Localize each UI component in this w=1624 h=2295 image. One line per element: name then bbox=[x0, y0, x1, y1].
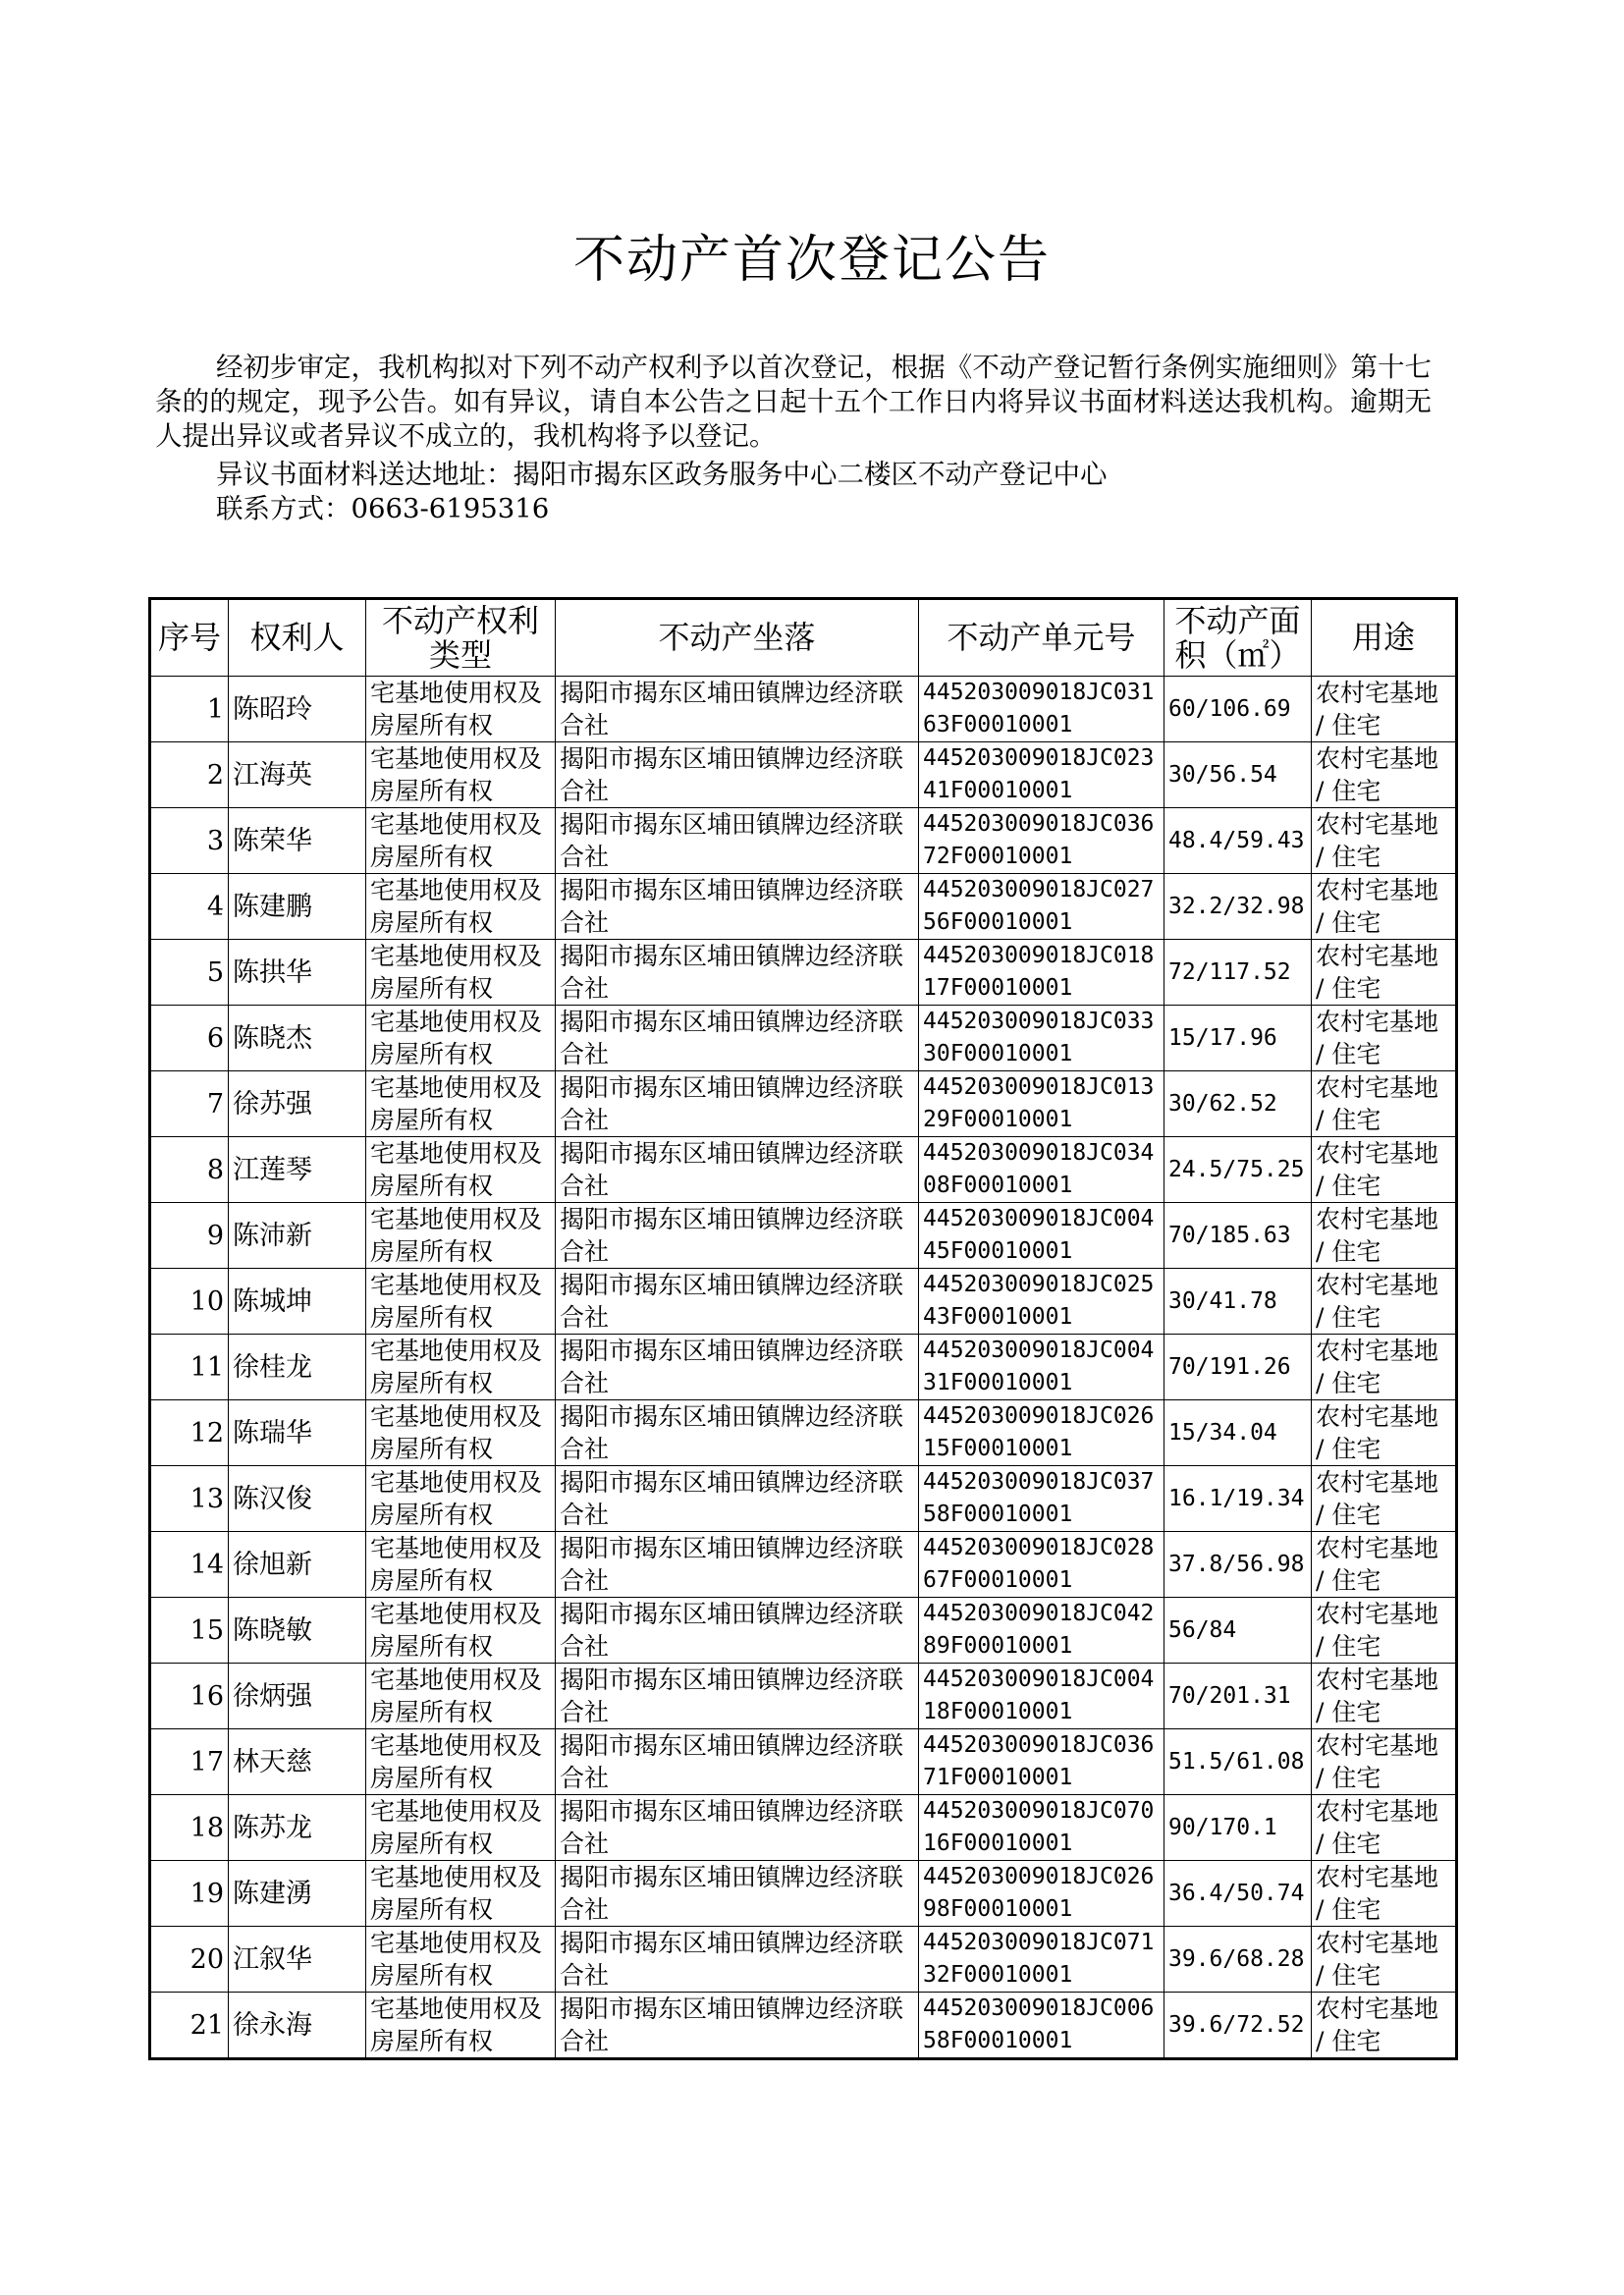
use-cell: 农村宅基地 / 住宅 bbox=[1312, 874, 1457, 940]
row-number-cell: 7 bbox=[150, 1071, 229, 1137]
use-cell: 农村宅基地 / 住宅 bbox=[1312, 1466, 1457, 1532]
area-cell: 30/62.52 bbox=[1164, 1071, 1312, 1137]
right-type-cell: 宅基地使用权及房屋所有权 bbox=[366, 1729, 556, 1795]
use-cell: 农村宅基地 / 住宅 bbox=[1312, 742, 1457, 808]
unit-number-cell: 445203009018JC04289F00010001 bbox=[919, 1598, 1164, 1664]
unit-number-cell: 445203009018JC03408F00010001 bbox=[919, 1137, 1164, 1203]
location-cell: 揭阳市揭东区埔田镇牌边经济联合社 bbox=[556, 1729, 919, 1795]
owner-name-cell: 陈昭玲 bbox=[229, 677, 366, 742]
table-row bbox=[150, 1993, 1457, 2059]
row-number-cell: 17 bbox=[150, 1729, 229, 1795]
area-cell: 70/191.26 bbox=[1164, 1335, 1312, 1400]
location-cell: 揭阳市揭东区埔田镇牌边经济联合社 bbox=[556, 940, 919, 1006]
unit-number-cell: 445203009018JC00431F00010001 bbox=[919, 1335, 1164, 1400]
location-cell: 揭阳市揭东区埔田镇牌边经济联合社 bbox=[556, 677, 919, 742]
page-title: 不动产首次登记公告 bbox=[572, 231, 1051, 290]
area-cell: 56/84 bbox=[1164, 1598, 1312, 1664]
row-number-cell: 13 bbox=[150, 1466, 229, 1532]
unit-number-cell: 445203009018JC03330F00010001 bbox=[919, 1006, 1164, 1071]
use-cell: 农村宅基地 / 住宅 bbox=[1312, 1927, 1457, 1993]
owner-name-cell: 陈建湧 bbox=[229, 1861, 366, 1927]
area-cell: 30/56.54 bbox=[1164, 742, 1312, 808]
row-number-cell: 19 bbox=[150, 1861, 229, 1927]
contact-info: 联系方式：0663-6195316 bbox=[216, 493, 550, 524]
table-row bbox=[150, 1006, 1457, 1071]
row-number-cell: 12 bbox=[150, 1400, 229, 1466]
row-number-cell: 6 bbox=[150, 1006, 229, 1071]
owner-name-cell: 徐桂龙 bbox=[229, 1335, 366, 1400]
use-cell: 农村宅基地 / 住宅 bbox=[1312, 677, 1457, 742]
table-row bbox=[150, 677, 1457, 742]
area-cell: 39.6/72.52 bbox=[1164, 1993, 1312, 2059]
registration-table bbox=[148, 597, 1458, 2060]
use-cell: 农村宅基地 / 住宅 bbox=[1312, 1729, 1457, 1795]
unit-number-cell: 445203009018JC07132F00010001 bbox=[919, 1927, 1164, 1993]
right-type-cell: 宅基地使用权及房屋所有权 bbox=[366, 1993, 556, 2059]
location-cell: 揭阳市揭东区埔田镇牌边经济联合社 bbox=[556, 1203, 919, 1269]
owner-name-cell: 林天慈 bbox=[229, 1729, 366, 1795]
area-cell: 15/34.04 bbox=[1164, 1400, 1312, 1466]
use-cell: 农村宅基地 / 住宅 bbox=[1312, 1203, 1457, 1269]
area-cell: 70/201.31 bbox=[1164, 1664, 1312, 1729]
row-number-cell: 18 bbox=[150, 1795, 229, 1861]
location-cell: 揭阳市揭东区埔田镇牌边经济联合社 bbox=[556, 874, 919, 940]
use-cell: 农村宅基地 / 住宅 bbox=[1312, 1071, 1457, 1137]
unit-number-cell: 445203009018JC00418F00010001 bbox=[919, 1664, 1164, 1729]
table-row bbox=[150, 742, 1457, 808]
row-number-cell: 16 bbox=[150, 1664, 229, 1729]
area-cell: 32.2/32.98 bbox=[1164, 874, 1312, 940]
location-cell: 揭阳市揭东区埔田镇牌边经济联合社 bbox=[556, 1335, 919, 1400]
owner-name-cell: 江海英 bbox=[229, 742, 366, 808]
use-cell: 农村宅基地 / 住宅 bbox=[1312, 1532, 1457, 1598]
owner-name-cell: 陈沛新 bbox=[229, 1203, 366, 1269]
area-cell: 60/106.69 bbox=[1164, 677, 1312, 742]
right-type-cell: 宅基地使用权及房屋所有权 bbox=[366, 677, 556, 742]
owner-name-cell: 徐永海 bbox=[229, 1993, 366, 2059]
right-type-cell: 宅基地使用权及房屋所有权 bbox=[366, 1203, 556, 1269]
unit-number-cell: 445203009018JC03671F00010001 bbox=[919, 1729, 1164, 1795]
location-cell: 揭阳市揭东区埔田镇牌边经济联合社 bbox=[556, 808, 919, 874]
unit-number-cell: 445203009018JC02867F00010001 bbox=[919, 1532, 1164, 1598]
location-cell: 揭阳市揭东区埔田镇牌边经济联合社 bbox=[556, 1993, 919, 2059]
owner-name-cell: 江叙华 bbox=[229, 1927, 366, 1993]
area-cell: 36.4/50.74 bbox=[1164, 1861, 1312, 1927]
unit-number-cell: 445203009018JC02698F00010001 bbox=[919, 1861, 1164, 1927]
area-cell: 70/185.63 bbox=[1164, 1203, 1312, 1269]
location-cell: 揭阳市揭东区埔田镇牌边经济联合社 bbox=[556, 1861, 919, 1927]
table-row bbox=[150, 1137, 1457, 1203]
location-cell: 揭阳市揭东区埔田镇牌边经济联合社 bbox=[556, 1466, 919, 1532]
unit-number-cell: 445203009018JC02341F00010001 bbox=[919, 742, 1164, 808]
owner-name-cell: 徐炳强 bbox=[229, 1664, 366, 1729]
unit-number-cell: 445203009018JC00658F00010001 bbox=[919, 1993, 1164, 2059]
table-row bbox=[150, 1861, 1457, 1927]
table-row bbox=[150, 940, 1457, 1006]
area-cell: 37.8/56.98 bbox=[1164, 1532, 1312, 1598]
location-cell: 揭阳市揭东区埔田镇牌边经济联合社 bbox=[556, 1795, 919, 1861]
right-type-cell: 宅基地使用权及房屋所有权 bbox=[366, 808, 556, 874]
location-cell: 揭阳市揭东区埔田镇牌边经济联合社 bbox=[556, 1071, 919, 1137]
unit-number-cell: 445203009018JC03758F00010001 bbox=[919, 1466, 1164, 1532]
row-number-cell: 20 bbox=[150, 1927, 229, 1993]
row-number-cell: 1 bbox=[150, 677, 229, 742]
area-cell: 48.4/59.43 bbox=[1164, 808, 1312, 874]
table-row bbox=[150, 1729, 1457, 1795]
location-cell: 揭阳市揭东区埔田镇牌边经济联合社 bbox=[556, 1006, 919, 1071]
right-type-cell: 宅基地使用权及房屋所有权 bbox=[366, 1795, 556, 1861]
location-cell: 揭阳市揭东区埔田镇牌边经济联合社 bbox=[556, 1927, 919, 1993]
header-unit-number: 不动产单元号 bbox=[919, 599, 1164, 677]
owner-name-cell: 陈晓杰 bbox=[229, 1006, 366, 1071]
table-row bbox=[150, 1269, 1457, 1335]
owner-name-cell: 陈城坤 bbox=[229, 1269, 366, 1335]
location-cell: 揭阳市揭东区埔田镇牌边经济联合社 bbox=[556, 1532, 919, 1598]
unit-number-cell: 445203009018JC02615F00010001 bbox=[919, 1400, 1164, 1466]
right-type-cell: 宅基地使用权及房屋所有权 bbox=[366, 1466, 556, 1532]
table-header-row bbox=[150, 599, 1457, 677]
right-type-cell: 宅基地使用权及房屋所有权 bbox=[366, 1400, 556, 1466]
row-number-cell: 10 bbox=[150, 1269, 229, 1335]
right-type-cell: 宅基地使用权及房屋所有权 bbox=[366, 742, 556, 808]
right-type-cell: 宅基地使用权及房屋所有权 bbox=[366, 1927, 556, 1993]
right-type-cell: 宅基地使用权及房屋所有权 bbox=[366, 1861, 556, 1927]
owner-name-cell: 陈汉俊 bbox=[229, 1466, 366, 1532]
header-location: 不动产坐落 bbox=[556, 599, 919, 677]
table-row bbox=[150, 1927, 1457, 1993]
right-type-cell: 宅基地使用权及房屋所有权 bbox=[366, 1335, 556, 1400]
location-cell: 揭阳市揭东区埔田镇牌边经济联合社 bbox=[556, 1400, 919, 1466]
right-type-cell: 宅基地使用权及房屋所有权 bbox=[366, 940, 556, 1006]
table-row bbox=[150, 1532, 1457, 1598]
area-cell: 39.6/68.28 bbox=[1164, 1927, 1312, 1993]
use-cell: 农村宅基地 / 住宅 bbox=[1312, 1664, 1457, 1729]
header-owner: 权利人 bbox=[229, 599, 366, 677]
area-cell: 15/17.96 bbox=[1164, 1006, 1312, 1071]
use-cell: 农村宅基地 / 住宅 bbox=[1312, 1137, 1457, 1203]
owner-name-cell: 江莲琴 bbox=[229, 1137, 366, 1203]
unit-number-cell: 445203009018JC07016F00010001 bbox=[919, 1795, 1164, 1861]
table-row bbox=[150, 874, 1457, 940]
objection-address: 异议书面材料送达地址：揭阳市揭东区政务服务中心二楼区不动产登记中心 bbox=[216, 459, 1108, 490]
owner-name-cell: 陈苏龙 bbox=[229, 1795, 366, 1861]
use-cell: 农村宅基地 / 住宅 bbox=[1312, 940, 1457, 1006]
right-type-cell: 宅基地使用权及房屋所有权 bbox=[366, 1071, 556, 1137]
location-cell: 揭阳市揭东区埔田镇牌边经济联合社 bbox=[556, 742, 919, 808]
use-cell: 农村宅基地 / 住宅 bbox=[1312, 1335, 1457, 1400]
table-row bbox=[150, 1071, 1457, 1137]
use-cell: 农村宅基地 / 住宅 bbox=[1312, 1993, 1457, 2059]
row-number-cell: 14 bbox=[150, 1532, 229, 1598]
right-type-cell: 宅基地使用权及房屋所有权 bbox=[366, 1269, 556, 1335]
unit-number-cell: 445203009018JC02543F00010001 bbox=[919, 1269, 1164, 1335]
location-cell: 揭阳市揭东区埔田镇牌边经济联合社 bbox=[556, 1137, 919, 1203]
owner-name-cell: 陈晓敏 bbox=[229, 1598, 366, 1664]
use-cell: 农村宅基地 / 住宅 bbox=[1312, 1269, 1457, 1335]
owner-name-cell: 陈建鹏 bbox=[229, 874, 366, 940]
unit-number-cell: 445203009018JC01817F00010001 bbox=[919, 940, 1164, 1006]
header-area: 不动产面积（㎡） bbox=[1164, 599, 1312, 677]
use-cell: 农村宅基地 / 住宅 bbox=[1312, 808, 1457, 874]
row-number-cell: 8 bbox=[150, 1137, 229, 1203]
row-number-cell: 21 bbox=[150, 1993, 229, 2059]
area-cell: 51.5/61.08 bbox=[1164, 1729, 1312, 1795]
row-number-cell: 4 bbox=[150, 874, 229, 940]
right-type-cell: 宅基地使用权及房屋所有权 bbox=[366, 1006, 556, 1071]
row-number-cell: 15 bbox=[150, 1598, 229, 1664]
intro-paragraph: 经初步审定，我机构拟对下列不动产权利予以首次登记，根据《不动产登记暂行条例实施细则》第十七条的的规定，现予公告。如有异议，请自本公告之日起十五个工作日内将异议书面材料送达我机构。逾期无人提出异议或者异议不成立的，我机构将予以登记。 bbox=[155, 352, 1432, 452]
owner-name-cell: 陈瑞华 bbox=[229, 1400, 366, 1466]
use-cell: 农村宅基地 / 住宅 bbox=[1312, 1006, 1457, 1071]
use-cell: 农村宅基地 / 住宅 bbox=[1312, 1861, 1457, 1927]
table-row bbox=[150, 1335, 1457, 1400]
location-cell: 揭阳市揭东区埔田镇牌边经济联合社 bbox=[556, 1598, 919, 1664]
area-cell: 16.1/19.34 bbox=[1164, 1466, 1312, 1532]
right-type-cell: 宅基地使用权及房屋所有权 bbox=[366, 1598, 556, 1664]
row-number-cell: 5 bbox=[150, 940, 229, 1006]
right-type-cell: 宅基地使用权及房屋所有权 bbox=[366, 1137, 556, 1203]
right-type-cell: 宅基地使用权及房屋所有权 bbox=[366, 1532, 556, 1598]
table-row bbox=[150, 1598, 1457, 1664]
right-type-cell: 宅基地使用权及房屋所有权 bbox=[366, 1664, 556, 1729]
use-cell: 农村宅基地 / 住宅 bbox=[1312, 1795, 1457, 1861]
header-use: 用途 bbox=[1312, 599, 1457, 677]
unit-number-cell: 445203009018JC03163F00010001 bbox=[919, 677, 1164, 742]
table-row bbox=[150, 1466, 1457, 1532]
unit-number-cell: 445203009018JC03672F00010001 bbox=[919, 808, 1164, 874]
row-number-cell: 9 bbox=[150, 1203, 229, 1269]
area-cell: 72/117.52 bbox=[1164, 940, 1312, 1006]
right-type-cell: 宅基地使用权及房屋所有权 bbox=[366, 874, 556, 940]
table-row bbox=[150, 1664, 1457, 1729]
owner-name-cell: 陈荣华 bbox=[229, 808, 366, 874]
area-cell: 30/41.78 bbox=[1164, 1269, 1312, 1335]
row-number-cell: 2 bbox=[150, 742, 229, 808]
table-row bbox=[150, 1203, 1457, 1269]
area-cell: 24.5/75.25 bbox=[1164, 1137, 1312, 1203]
use-cell: 农村宅基地 / 住宅 bbox=[1312, 1400, 1457, 1466]
header-right-type: 不动产权利类型 bbox=[366, 599, 556, 677]
row-number-cell: 11 bbox=[150, 1335, 229, 1400]
table-row bbox=[150, 1400, 1457, 1466]
table-row bbox=[150, 1795, 1457, 1861]
header-no: 序号 bbox=[150, 599, 229, 677]
table-row bbox=[150, 808, 1457, 874]
row-number-cell: 3 bbox=[150, 808, 229, 874]
area-cell: 90/170.1 bbox=[1164, 1795, 1312, 1861]
unit-number-cell: 445203009018JC02756F00010001 bbox=[919, 874, 1164, 940]
unit-number-cell: 445203009018JC01329F00010001 bbox=[919, 1071, 1164, 1137]
use-cell: 农村宅基地 / 住宅 bbox=[1312, 1598, 1457, 1664]
owner-name-cell: 陈拱华 bbox=[229, 940, 366, 1006]
owner-name-cell: 徐苏强 bbox=[229, 1071, 366, 1137]
location-cell: 揭阳市揭东区埔田镇牌边经济联合社 bbox=[556, 1664, 919, 1729]
location-cell: 揭阳市揭东区埔田镇牌边经济联合社 bbox=[556, 1269, 919, 1335]
unit-number-cell: 445203009018JC00445F00010001 bbox=[919, 1203, 1164, 1269]
owner-name-cell: 徐旭新 bbox=[229, 1532, 366, 1598]
